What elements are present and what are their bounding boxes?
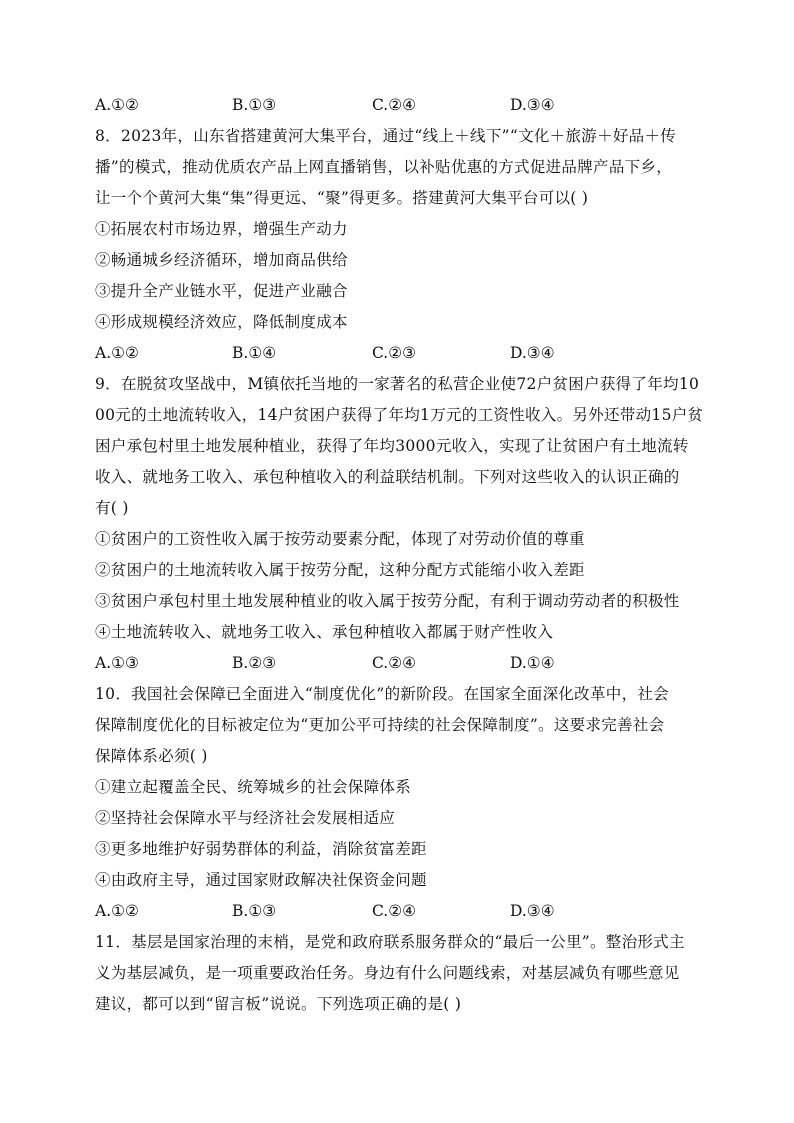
q10-statement-1: ①建立起覆盖全民、统筹城乡的社会保障体系 (95, 778, 412, 796)
q10-option-a[interactable]: A.①② (95, 902, 139, 920)
q9-statement-3: ③贫困户承包村里土地发展种植业的收入属于按劳分配，有利于调动劳动者的积极性 (95, 592, 680, 610)
question-10 (95, 679, 705, 927)
q10-option-b[interactable]: B.①③ (232, 902, 277, 920)
q8-statement-1: ①拓展农村市场边界，增强生产动力 (95, 220, 348, 238)
q10-option-d[interactable]: D.③④ (510, 902, 555, 920)
q9-stem-line: 收入、就地务工收入、承包种植收入的利益联结机制。下列对这些收入的认识正确的 (95, 468, 680, 486)
q9-options (95, 648, 705, 679)
q8-stem-line: 让一个个黄河大集“集”得更远、“聚”得更多。搭建黄河大集平台可以( ) (95, 189, 589, 207)
q10-options (95, 896, 705, 927)
q10-stem-line: 保障制度优化的目标被定位为“更加公平可持续的社会保障制度”。这要求完善社会 (95, 716, 665, 734)
q11-stem-line: 义为基层减负，是一项重要政治任务。身边有什么问题线索，对基层减负有哪些意见 (95, 964, 680, 982)
q7-option-c[interactable]: C.②④ (372, 96, 417, 114)
q9-option-d[interactable]: D.①④ (510, 654, 555, 672)
q9-stem-line: 9．在脱贫攻坚战中，M镇依托当地的一家著名的私营企业使72户贫困户获得了年均10 (95, 375, 700, 393)
q8-statement-3: ③提升全产业链水平，促进产业融合 (95, 282, 348, 300)
q8-option-c[interactable]: C.②③ (372, 344, 417, 362)
q9-option-a[interactable]: A.①③ (95, 654, 139, 672)
q10-statement-3: ③更多地维护好弱势群体的利益，消除贫富差距 (95, 840, 427, 858)
q9-option-c[interactable]: C.②④ (372, 654, 417, 672)
q11-stem-line: 11．基层是国家治理的末梢，是党和政府联系服务群众的“最后一公里”。整治形式主 (95, 933, 685, 951)
q9-statement-2: ②贫困户的土地流转收入属于按劳分配，这种分配方式能缩小收入差距 (95, 561, 585, 579)
q9-statement-1: ①贫困户的工资性收入属于按劳动要素分配，体现了对劳动价值的尊重 (95, 530, 585, 548)
q10-option-c[interactable]: C.②④ (372, 902, 417, 920)
q7-options (95, 90, 705, 121)
q9-stem-line: 00元的土地流转收入，14户贫困户获得了年均1万元的工资性收入。另外还带动15户贫 (95, 406, 704, 424)
q10-stem-line: 保障体系必须( ) (95, 747, 208, 765)
q11-stem-line: 建议，都可以到“留言板”说说。下列选项正确的是( ) (95, 995, 462, 1013)
q10-statement-2: ②坚持社会保障水平与经济社会发展相适应 (95, 809, 396, 827)
q8-option-a[interactable]: A.①② (95, 344, 139, 362)
question-8 (95, 121, 705, 369)
q10-statement-4: ④由政府主导，通过国家财政解决社保资金问题 (95, 871, 427, 889)
q8-option-b[interactable]: B.①④ (232, 344, 277, 362)
q10-stem-line: 10．我国社会保障已全面进入“制度优化”的新阶段。在国家全面深化改革中，社会 (95, 685, 669, 703)
q9-stem-line: 困户承包村里土地发展种植业，获得了年均3000元收入，实现了让贫困户有土地流转 (95, 437, 689, 455)
exam-page (95, 90, 705, 1020)
q8-statement-2: ②畅通城乡经济循环，增加商品供给 (95, 251, 348, 269)
question-9 (95, 369, 705, 679)
q8-stem-line: 8．2023年，山东省搭建黄河大集平台，通过“线上＋线下”“文化＋旅游＋好品＋传 (95, 127, 677, 145)
q9-option-b[interactable]: B.②③ (232, 654, 277, 672)
q8-option-d[interactable]: D.③④ (510, 344, 555, 362)
q8-options (95, 338, 705, 369)
q9-statement-4: ④土地流转收入、就地务工收入、承包种植收入都属于财产性收入 (95, 623, 554, 641)
q7-option-a[interactable]: A.①② (95, 96, 139, 114)
question-11 (95, 927, 705, 1020)
q8-statement-4: ④形成规模经济效应，降低制度成本 (95, 313, 348, 331)
q7-option-b[interactable]: B.①③ (232, 96, 277, 114)
q7-option-d[interactable]: D.③④ (510, 96, 555, 114)
q9-stem-line: 有( ) (95, 499, 129, 517)
q8-stem-line: 播”的模式，推动优质农产品上网直播销售，以补贴优惠的方式促进品牌产品下乡， (95, 158, 673, 176)
